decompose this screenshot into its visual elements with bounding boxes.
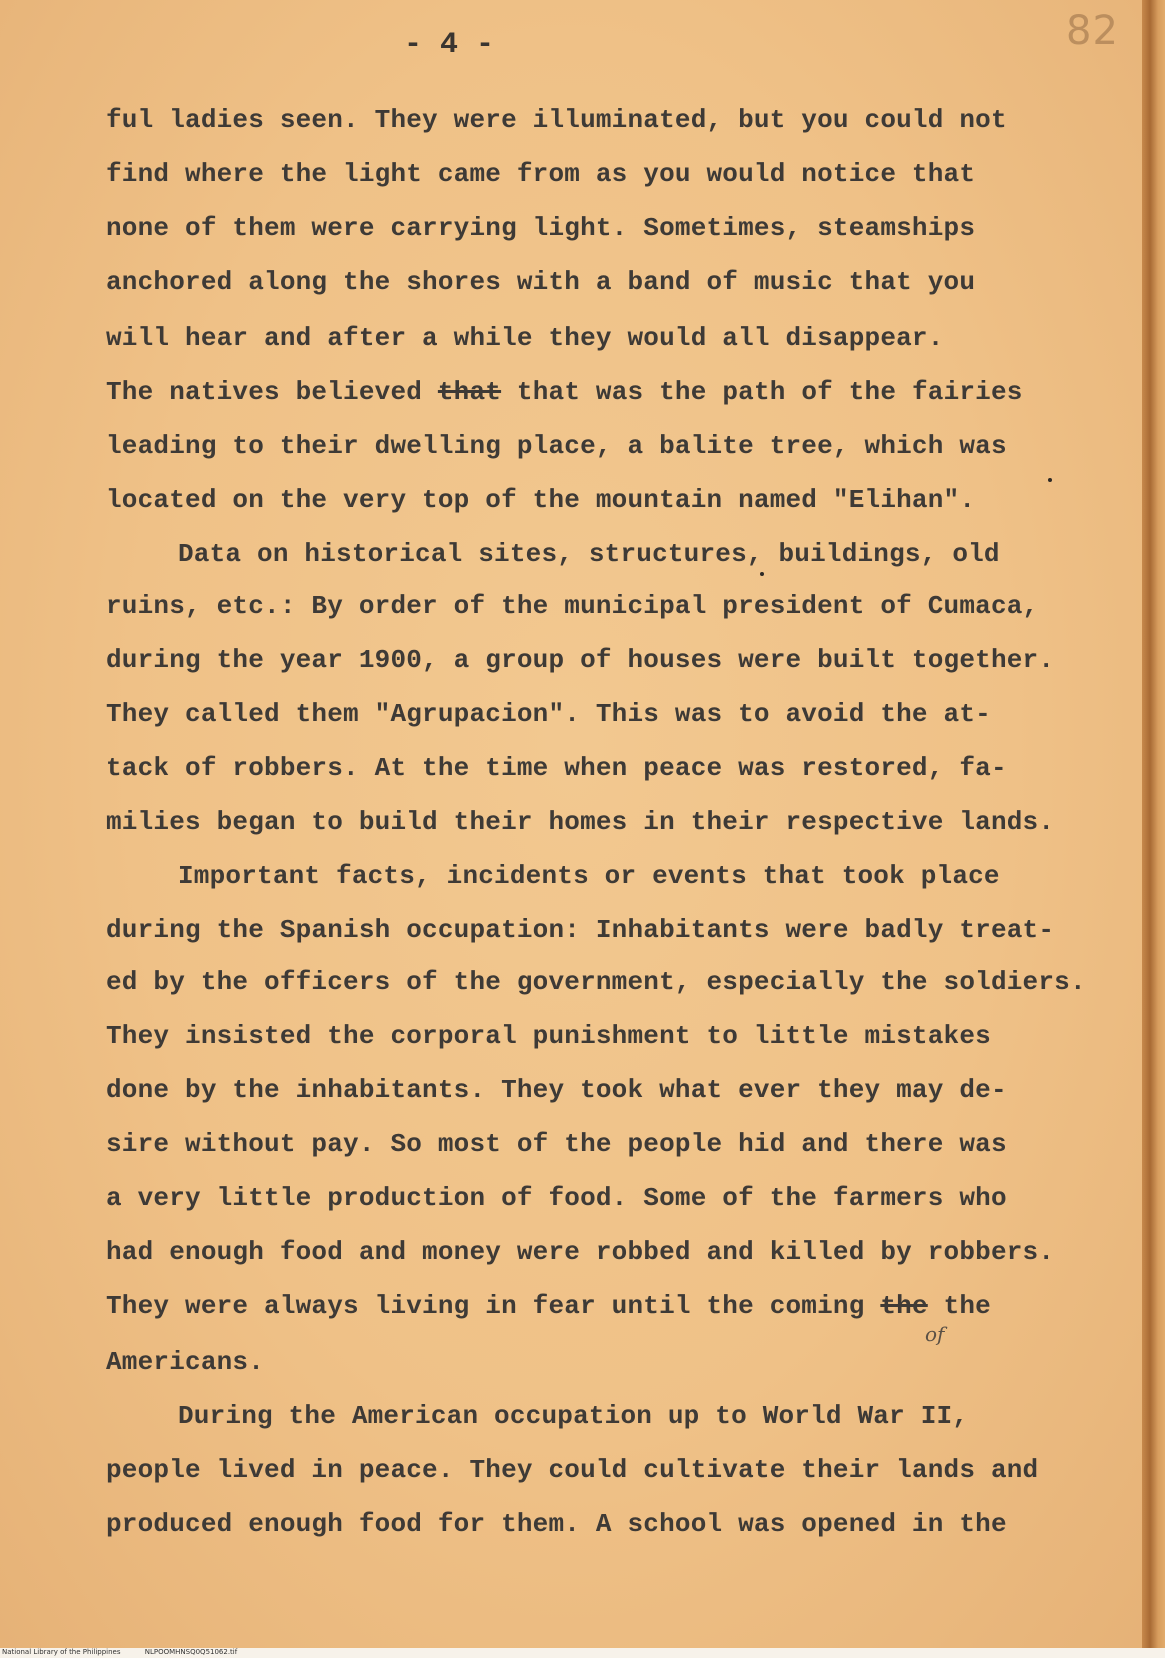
- paragraph-heading-line: Data on historical sites, structures, buildings, old: [178, 539, 1000, 569]
- text-line: ed by the officers of the government, especially the soldiers.: [106, 967, 1086, 997]
- text-line-struck-correction: [106, 376, 1023, 408]
- struck-word: the: [880, 1291, 928, 1321]
- handwritten-annotation: of: [925, 1322, 945, 1346]
- text-line: people lived in peace. They could cultivate their lands and: [106, 1455, 1039, 1485]
- ink-speck: [760, 572, 764, 576]
- text-fragment: The natives believed: [106, 377, 423, 407]
- text-fragment: They were always living in fear until the coming: [106, 1291, 865, 1321]
- text-line: ful ladies seen. They were illuminated, but you could not: [106, 105, 1007, 135]
- text-line: a very little production of food. Some of the farmers who: [106, 1183, 1007, 1213]
- text-line: ruins, etc.: By order of the municipal president of Cumaca,: [106, 591, 1039, 621]
- text-line: done by the inhabitants. They took what ever they may de-: [106, 1075, 1007, 1105]
- text-line: They called them "Agrupacion". This was to avoid the at-: [106, 699, 991, 729]
- text-line: during the year 1900, a group of houses were built together.: [106, 645, 1055, 675]
- text-line: anchored along the shores with a band of music that you: [106, 267, 976, 297]
- text-line: tack of robbers. At the time when peace was restored, fa-: [106, 753, 1007, 783]
- text-line: will hear and after a while they would all disappear.: [106, 323, 944, 353]
- text-line: during the Spanish occupation: Inhabitants were badly treat-: [106, 915, 1055, 945]
- text-line: leading to their dwelling place, a balite tree, which was: [106, 431, 1007, 461]
- text-line: located on the very top of the mountain named "Elihan".: [106, 485, 976, 515]
- text-line: had enough food and money were robbed and killed by robbers.: [106, 1237, 1055, 1267]
- text-line: none of them were carrying light. Sometimes, steamships: [106, 213, 976, 243]
- paragraph-heading-line: Important facts, incidents or events that took place: [178, 861, 1000, 891]
- text-line: milies began to build their homes in their respective lands.: [106, 807, 1055, 837]
- footer-library: National Library of the Philippines: [2, 1648, 121, 1656]
- book-binding-edge: [1142, 0, 1165, 1648]
- page-number: - 4 -: [404, 28, 495, 62]
- page-stamp-number: 82: [1066, 8, 1119, 54]
- text-line: find where the light came from as you would notice that: [106, 159, 976, 189]
- text-line: produced enough food for them. A school was opened in the: [106, 1509, 1007, 1539]
- text-line: sire without pay. So most of the people hid and there was: [106, 1129, 1007, 1159]
- footer-file: NLPOOMHNSQ0Q51062.tif: [144, 1648, 238, 1656]
- text-fragment: that was the path of the fairies: [516, 377, 1023, 407]
- scan-footer: [2, 1648, 259, 1657]
- text-line-struck-correction: [106, 1290, 991, 1322]
- text-fragment: the: [943, 1291, 991, 1321]
- ink-speck: [1048, 478, 1052, 482]
- struck-word: that: [437, 377, 502, 407]
- paragraph-heading-line: During the American occupation up to World War II,: [178, 1401, 969, 1431]
- text-line: Americans.: [106, 1347, 265, 1377]
- text-line: They insisted the corporal punishment to little mistakes: [106, 1021, 991, 1051]
